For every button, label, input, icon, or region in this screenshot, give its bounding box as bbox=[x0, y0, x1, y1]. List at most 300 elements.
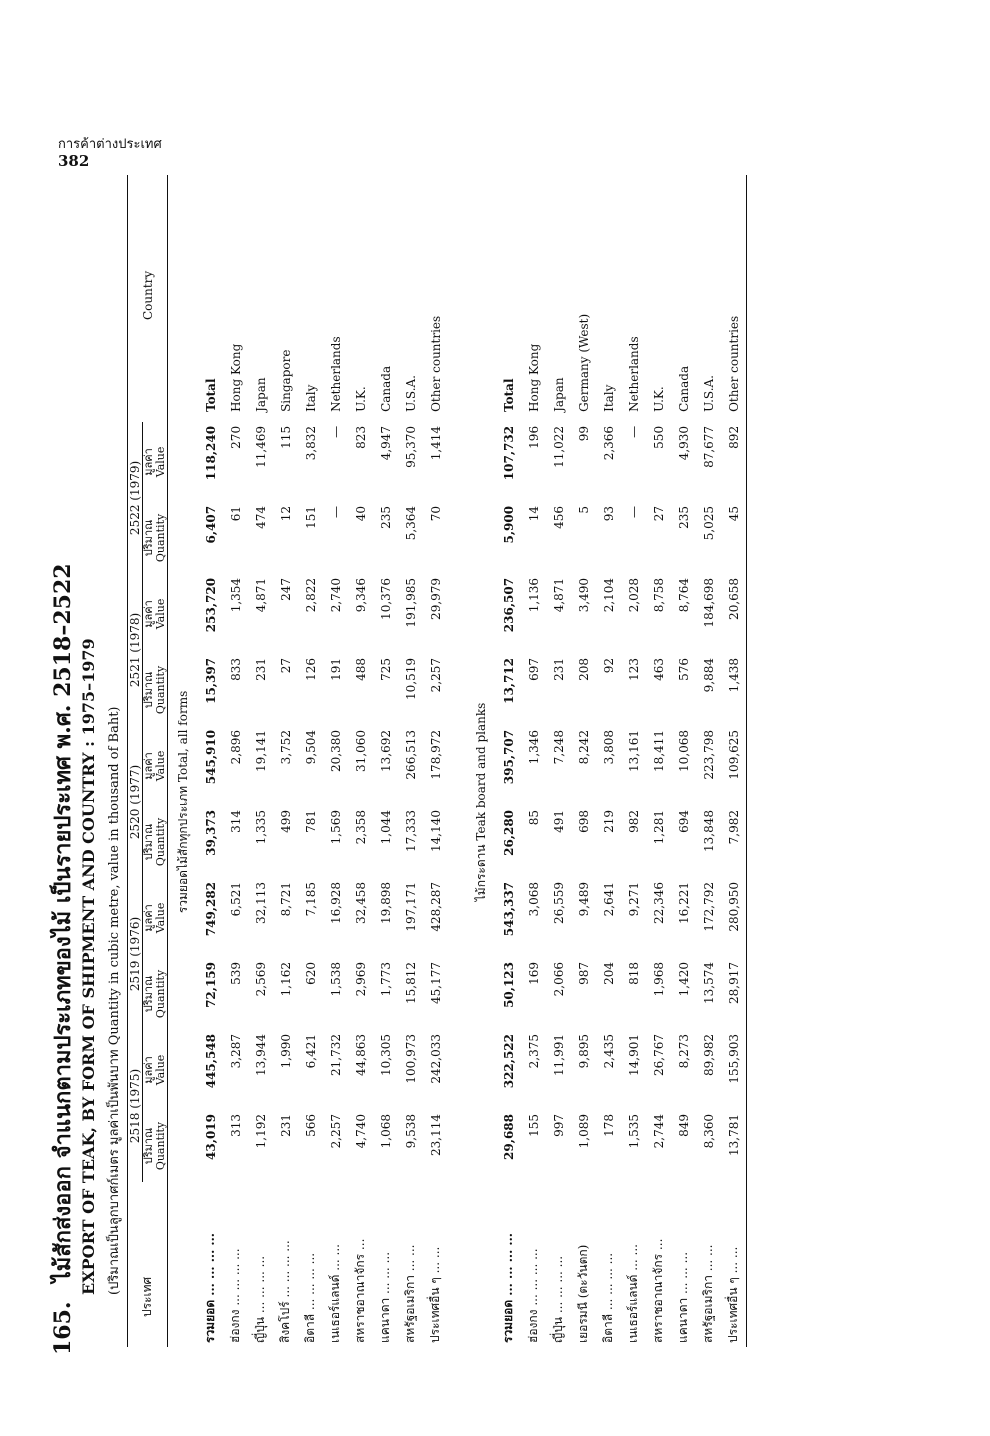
quantity-cell: 620 bbox=[303, 961, 318, 985]
value-cell: 191,985 bbox=[403, 577, 418, 628]
value-header-thai: มูลค่า bbox=[142, 752, 155, 780]
quantity-column-header bbox=[143, 806, 168, 878]
quantity-cell: 5,364 bbox=[403, 505, 418, 541]
blank-cell bbox=[466, 175, 496, 422]
title-thai: ไม้สักส่งออก จำแนกตามประเภทของไม้ เป็นรายประเทศ พ.ศ. 2518–2522 bbox=[50, 563, 76, 1283]
quantity-cell: 72,159 bbox=[203, 961, 218, 1008]
value-cell: 892 bbox=[726, 425, 741, 449]
country-english-header: Country bbox=[128, 175, 168, 422]
value-cell: 89,982 bbox=[701, 1033, 716, 1076]
value-cell: 270 bbox=[228, 425, 243, 449]
value-column-header bbox=[143, 1030, 168, 1110]
value-cell: 3,832 bbox=[303, 425, 318, 461]
value-cell: 7,248 bbox=[551, 729, 566, 765]
value-cell: 18,411 bbox=[651, 729, 666, 772]
country-english-cell: Italy bbox=[303, 384, 318, 412]
value-cell: 11,022 bbox=[551, 425, 566, 468]
value-cell: 242,033 bbox=[428, 1033, 443, 1084]
value-cell: 2,375 bbox=[526, 1033, 541, 1069]
value-header-english: Value bbox=[154, 598, 167, 630]
value-cell: 445,548 bbox=[203, 1033, 218, 1089]
value-cell: 26,559 bbox=[551, 881, 566, 924]
year-header: 2521 (1978) bbox=[128, 574, 143, 726]
quantity-cell: 4,740 bbox=[353, 1114, 368, 1149]
value-header-english: Value bbox=[154, 446, 167, 478]
value-cell: 2,896 bbox=[228, 729, 243, 765]
quantity-cell: 1,089 bbox=[576, 1114, 591, 1149]
country-thai-cell: เนเธอร์แลนด์ ... ... bbox=[626, 1244, 640, 1343]
quantity-cell: 849 bbox=[676, 1114, 691, 1137]
quantity-cell: 2,569 bbox=[253, 961, 268, 997]
country-english-cell: U.K. bbox=[353, 386, 368, 412]
table-row bbox=[348, 175, 373, 1347]
quantity-cell: 1,773 bbox=[378, 961, 393, 997]
value-cell: 2,740 bbox=[328, 577, 343, 613]
rotated-table-page bbox=[45, 175, 905, 1355]
value-cell: 2,822 bbox=[303, 577, 318, 613]
value-cell: 10,376 bbox=[378, 577, 393, 620]
quantity-cell: 697 bbox=[526, 657, 541, 681]
quantity-cell: 92 bbox=[601, 657, 616, 674]
quantity-header-thai: ปริมาณ bbox=[142, 519, 155, 557]
quantity-cell: 235 bbox=[378, 505, 393, 529]
section-heading-row bbox=[168, 175, 199, 1347]
table-row bbox=[721, 175, 747, 1347]
quantity-column-header bbox=[143, 502, 168, 574]
section-spacer bbox=[448, 175, 466, 1347]
table-row bbox=[596, 175, 621, 1347]
quantity-cell: 219 bbox=[601, 809, 616, 833]
quantity-cell: 456 bbox=[551, 505, 566, 529]
value-cell: 823 bbox=[353, 425, 368, 449]
country-thai-cell: รวมยอด ... ... ... ... bbox=[501, 1233, 515, 1343]
value-cell: 9,895 bbox=[576, 1033, 591, 1069]
value-cell: 100,973 bbox=[403, 1033, 418, 1084]
country-english-cell: Germany (West) bbox=[576, 313, 591, 412]
country-thai-cell: อิตาลี ... ... ... ... bbox=[303, 1252, 317, 1343]
quantity-cell: 2,257 bbox=[428, 657, 443, 693]
quantity-cell: 15,397 bbox=[203, 657, 218, 704]
quantity-cell: 13,712 bbox=[501, 657, 516, 704]
value-cell: 13,692 bbox=[378, 729, 393, 772]
value-header-english: Value bbox=[154, 750, 167, 782]
quantity-cell: 2,066 bbox=[551, 961, 566, 997]
country-thai-cell: ประเทศอื่น ๆ ... ... bbox=[428, 1246, 442, 1343]
quantity-cell: 85 bbox=[526, 809, 541, 826]
quantity-header-english: Quantity bbox=[154, 665, 167, 715]
quantity-cell: 566 bbox=[303, 1114, 318, 1137]
quantity-cell: 40 bbox=[353, 505, 368, 522]
country-english-cell: Hong Kong bbox=[228, 343, 243, 412]
quantity-cell: 231 bbox=[278, 1114, 293, 1137]
value-cell: 172,792 bbox=[701, 881, 716, 932]
country-thai-cell: แคนาดา ... ... ... bbox=[378, 1251, 392, 1343]
quantity-cell: 781 bbox=[303, 809, 318, 833]
quantity-header-thai: ปริมาณ bbox=[142, 823, 155, 861]
quantity-cell: 1,068 bbox=[378, 1114, 393, 1149]
country-thai-cell: สหราชอาณาจักร ... bbox=[353, 1238, 367, 1343]
unit-note: (ปริมาณเป็นลูกบาศก์เมตร มูลค่าเป็นพันบาท Quantity in cubic metre, value in thousand of Baht) bbox=[107, 706, 122, 1295]
quantity-cell: 1,569 bbox=[328, 809, 343, 845]
quantity-cell: 155 bbox=[526, 1114, 541, 1137]
value-cell: 118,240 bbox=[203, 425, 218, 481]
value-cell: 9,271 bbox=[626, 881, 641, 917]
year-header-row bbox=[128, 175, 143, 1347]
country-thai-cell: สหรัฐอเมริกา ... ... bbox=[403, 1244, 417, 1343]
country-english-cell: Netherlands bbox=[328, 336, 343, 412]
quantity-cell: 2,744 bbox=[651, 1114, 666, 1149]
table-row bbox=[521, 175, 546, 1347]
spacer-cell bbox=[448, 175, 466, 1347]
quantity-cell: 833 bbox=[228, 657, 243, 681]
section-heading: ไม้กระดาน Teak board and planks bbox=[473, 702, 488, 902]
table-row bbox=[696, 175, 721, 1347]
quantity-cell: 50,123 bbox=[501, 961, 516, 1008]
value-column-header bbox=[143, 878, 168, 958]
value-cell: 11,469 bbox=[253, 425, 268, 468]
year-header: 2518 (1975) bbox=[128, 1030, 143, 1182]
quantity-cell: 5,025 bbox=[701, 505, 716, 541]
quantity-cell: 39,373 bbox=[203, 809, 218, 856]
country-english-cell: Canada bbox=[676, 365, 691, 412]
country-thai-header: ประเทศ bbox=[128, 1182, 168, 1347]
value-cell: 20,380 bbox=[328, 729, 343, 772]
value-cell: 223,798 bbox=[701, 729, 716, 780]
country-english-cell: Japan bbox=[551, 377, 566, 412]
value-cell: 44,863 bbox=[353, 1033, 368, 1076]
quantity-cell: 28,917 bbox=[726, 961, 741, 1004]
value-header-english: Value bbox=[154, 1054, 167, 1086]
country-english-cell: Singapore bbox=[278, 349, 293, 412]
value-cell: 2,104 bbox=[601, 577, 616, 613]
value-cell: 550 bbox=[651, 425, 666, 449]
country-english-cell: U.S.A. bbox=[701, 375, 716, 412]
value-cell: 1,346 bbox=[526, 729, 541, 765]
quantity-cell: 2,257 bbox=[328, 1114, 343, 1149]
value-header-thai: มูลค่า bbox=[142, 1056, 155, 1084]
value-cell: 247 bbox=[278, 577, 293, 601]
quantity-cell: 126 bbox=[303, 657, 318, 681]
value-cell: 395,707 bbox=[501, 729, 516, 785]
value-cell: 31,060 bbox=[353, 729, 368, 772]
table-row bbox=[621, 175, 646, 1347]
table-body bbox=[168, 175, 747, 1347]
value-cell: 197,171 bbox=[403, 881, 418, 932]
quantity-cell: 1,968 bbox=[651, 961, 666, 997]
quantity-cell: 725 bbox=[378, 657, 393, 681]
country-thai-cell: สิงคโปร์ ... ... ... ... bbox=[278, 1240, 292, 1343]
table-row bbox=[398, 175, 423, 1347]
value-cell: 8,273 bbox=[676, 1033, 691, 1069]
country-thai-cell: สหรัฐอเมริกา ... ... bbox=[701, 1244, 715, 1343]
country-english-cell: Total bbox=[501, 378, 516, 412]
value-cell: 4,947 bbox=[378, 425, 393, 461]
value-cell: 543,337 bbox=[501, 881, 516, 937]
table-number: 165. bbox=[50, 1301, 76, 1355]
quantity-cell: 61 bbox=[228, 505, 243, 522]
page-header bbox=[58, 136, 162, 170]
quantity-cell: 13,574 bbox=[701, 961, 716, 1004]
value-cell: 14,901 bbox=[626, 1033, 641, 1076]
quantity-header-english: Quantity bbox=[154, 513, 167, 563]
quantity-cell: 204 bbox=[601, 961, 616, 985]
total-row bbox=[198, 175, 223, 1347]
quantity-cell: 17,333 bbox=[403, 809, 418, 852]
year-header: 2522 (1979) bbox=[128, 422, 143, 574]
country-english-cell: Hong Kong bbox=[526, 343, 541, 412]
quantity-cell: 6,407 bbox=[203, 505, 218, 544]
value-cell: 8,764 bbox=[676, 577, 691, 613]
quantity-cell: 27 bbox=[651, 505, 666, 522]
year-header: 2519 (1976) bbox=[128, 878, 143, 1030]
value-header-english: Value bbox=[154, 902, 167, 934]
quantity-cell: 987 bbox=[576, 961, 591, 985]
quantity-cell: 313 bbox=[228, 1114, 243, 1137]
table-row bbox=[571, 175, 596, 1347]
quantity-cell: 43,019 bbox=[203, 1114, 218, 1160]
quantity-cell: 1,281 bbox=[651, 809, 666, 845]
value-cell: 11,991 bbox=[551, 1033, 566, 1076]
country-thai-cell: ญี่ปุ่น ... ... ... ... bbox=[551, 1255, 565, 1343]
quantity-cell: 1,538 bbox=[328, 961, 343, 997]
quantity-cell: 1,044 bbox=[378, 809, 393, 845]
value-cell: 16,221 bbox=[676, 881, 691, 924]
country-thai-cell: ประเทศอื่น ๆ ... ... bbox=[726, 1246, 740, 1343]
value-cell: 16,928 bbox=[328, 881, 343, 924]
quantity-cell: 982 bbox=[626, 809, 641, 833]
value-cell: 428,287 bbox=[428, 881, 443, 932]
quantity-cell: 2,358 bbox=[353, 809, 368, 845]
value-cell: 13,161 bbox=[626, 729, 641, 772]
country-thai-cell: ญี่ปุ่น ... ... ... ... bbox=[253, 1255, 267, 1343]
value-cell: 3,808 bbox=[601, 729, 616, 765]
country-thai-cell: เยอรมนี (ตะวันตก) bbox=[576, 1244, 590, 1343]
table-row bbox=[373, 175, 398, 1347]
value-column-header bbox=[143, 726, 168, 806]
quantity-cell: 539 bbox=[228, 961, 243, 985]
quantity-cell: 314 bbox=[228, 809, 243, 833]
value-column-header bbox=[143, 574, 168, 654]
value-cell: 26,767 bbox=[651, 1033, 666, 1076]
value-cell: 8,721 bbox=[278, 881, 293, 917]
quantity-cell: 13,781 bbox=[726, 1114, 741, 1156]
value-cell: 13,944 bbox=[253, 1033, 268, 1076]
quantity-cell: 818 bbox=[626, 961, 641, 985]
value-cell: 2,028 bbox=[626, 577, 641, 613]
blank-cell bbox=[168, 1182, 199, 1347]
quantity-cell: 13,848 bbox=[701, 809, 716, 852]
country-english-cell: Italy bbox=[601, 384, 616, 412]
value-cell: 253,720 bbox=[203, 577, 218, 633]
quantity-cell: 5,900 bbox=[501, 505, 516, 544]
section-name: การค้าต่างประเทศ bbox=[58, 137, 162, 152]
country-thai-cell: แคนาดา ... ... ... bbox=[676, 1251, 690, 1343]
quantity-cell: 463 bbox=[651, 657, 666, 681]
value-cell: 22,346 bbox=[651, 881, 666, 924]
quantity-cell: 1,535 bbox=[626, 1114, 641, 1149]
country-thai-cell: อิตาลี ... ... ... ... bbox=[601, 1252, 615, 1343]
quantity-cell: 1,192 bbox=[253, 1114, 268, 1149]
value-cell: 178,972 bbox=[428, 729, 443, 780]
quantity-cell: 1,335 bbox=[253, 809, 268, 845]
quantity-cell: 8,360 bbox=[701, 1114, 716, 1149]
value-cell: 3,068 bbox=[526, 881, 541, 917]
value-cell: 2,641 bbox=[601, 881, 616, 917]
table-row bbox=[323, 175, 348, 1347]
value-cell: 10,068 bbox=[676, 729, 691, 772]
quantity-cell: 491 bbox=[551, 809, 566, 833]
quantity-cell: 231 bbox=[253, 657, 268, 681]
quantity-cell: — bbox=[328, 505, 343, 518]
quantity-header-thai: ปริมาณ bbox=[142, 1127, 155, 1165]
value-column-header bbox=[143, 422, 168, 502]
quantity-header-thai: ปริมาณ bbox=[142, 975, 155, 1013]
value-cell: 3,287 bbox=[228, 1033, 243, 1069]
value-cell: 4,871 bbox=[551, 577, 566, 613]
section-heading: รวมยอดไม้สักทุกประเภท Total, all forms bbox=[175, 690, 190, 914]
quantity-column-header bbox=[143, 958, 168, 1030]
quantity-cell: 123 bbox=[626, 657, 641, 681]
quantity-cell: 1,420 bbox=[676, 961, 691, 997]
country-thai-cell: เนเธอร์แลนด์ ... ... bbox=[328, 1244, 342, 1343]
quantity-cell: 12 bbox=[278, 505, 293, 522]
country-english-cell: Total bbox=[203, 378, 218, 412]
value-cell: 196 bbox=[526, 425, 541, 449]
quantity-cell: 169 bbox=[526, 961, 541, 985]
quantity-cell: 488 bbox=[353, 657, 368, 681]
quantity-cell: 26,280 bbox=[501, 809, 516, 856]
quantity-cell: 231 bbox=[551, 657, 566, 681]
value-cell: 1,990 bbox=[278, 1033, 293, 1069]
quantity-cell: 698 bbox=[576, 809, 591, 833]
quantity-cell: 1,438 bbox=[726, 657, 741, 693]
total-row bbox=[496, 175, 521, 1347]
quantity-cell: 27 bbox=[278, 657, 293, 674]
quantity-column-header bbox=[143, 1110, 168, 1182]
value-cell: 266,513 bbox=[403, 729, 418, 780]
quantity-cell: 23,114 bbox=[428, 1114, 443, 1156]
quantity-cell: 2,969 bbox=[353, 961, 368, 997]
country-thai-cell: สหราชอาณาจักร ... bbox=[651, 1238, 665, 1343]
quantity-cell: 45,177 bbox=[428, 961, 443, 1004]
value-cell: 19,141 bbox=[253, 729, 268, 772]
value-cell: 8,758 bbox=[651, 577, 666, 613]
value-cell: 32,113 bbox=[253, 881, 268, 924]
title-english: EXPORT OF TEAK, BY FORM OF SHIPMENT AND COUNTRY : 1975–1979 bbox=[79, 638, 98, 1295]
table-row bbox=[546, 175, 571, 1347]
value-cell: 19,898 bbox=[378, 881, 393, 924]
table-row bbox=[248, 175, 273, 1347]
value-cell: 184,698 bbox=[701, 577, 716, 628]
country-english-cell: Canada bbox=[378, 365, 393, 412]
country-english-cell: Netherlands bbox=[626, 336, 641, 412]
country-english-cell: Other countries bbox=[726, 315, 741, 412]
quantity-cell: 694 bbox=[676, 809, 691, 833]
country-english-cell: Other countries bbox=[428, 315, 443, 412]
value-cell: 9,504 bbox=[303, 729, 318, 765]
quantity-header-english: Quantity bbox=[154, 1121, 167, 1171]
value-cell: 29,979 bbox=[428, 577, 443, 620]
quantity-cell: 9,884 bbox=[701, 657, 716, 693]
quantity-column-header bbox=[143, 654, 168, 726]
value-cell: 87,677 bbox=[701, 425, 716, 468]
quantity-cell: 474 bbox=[253, 505, 268, 529]
export-table bbox=[127, 175, 747, 1347]
value-cell: 1,414 bbox=[428, 425, 443, 461]
quantity-header-thai: ปริมาณ bbox=[142, 671, 155, 709]
value-cell: 21,732 bbox=[328, 1033, 343, 1076]
value-cell: 322,522 bbox=[501, 1033, 516, 1089]
value-cell: 10,305 bbox=[378, 1033, 393, 1076]
quantity-cell: 151 bbox=[303, 505, 318, 529]
quantity-header-english: Quantity bbox=[154, 969, 167, 1019]
value-cell: 3,752 bbox=[278, 729, 293, 765]
value-cell: 545,910 bbox=[203, 729, 218, 785]
quantity-cell: 576 bbox=[676, 657, 691, 681]
value-cell: 4,871 bbox=[253, 577, 268, 613]
country-thai-cell: ฮ่องกง ... ... ... ... bbox=[526, 1248, 540, 1343]
value-cell: — bbox=[328, 425, 343, 438]
value-cell: 109,625 bbox=[726, 729, 741, 780]
value-cell: 9,346 bbox=[353, 577, 368, 613]
blank-cell bbox=[168, 175, 199, 422]
quantity-cell: 45 bbox=[726, 505, 741, 522]
value-cell: 95,370 bbox=[403, 425, 418, 468]
country-english-cell: U.K. bbox=[651, 386, 666, 412]
value-cell: 32,458 bbox=[353, 881, 368, 924]
value-cell: 2,435 bbox=[601, 1033, 616, 1069]
quantity-cell: 235 bbox=[676, 505, 691, 529]
blank-cell bbox=[466, 1182, 496, 1347]
quantity-cell: 1,162 bbox=[278, 961, 293, 997]
value-cell: 236,507 bbox=[501, 577, 516, 633]
table-row bbox=[423, 175, 448, 1347]
value-cell: — bbox=[626, 425, 641, 438]
quantity-cell: 5 bbox=[576, 505, 591, 514]
quantity-cell: 14,140 bbox=[428, 809, 443, 852]
value-cell: 99 bbox=[576, 425, 591, 442]
value-cell: 3,490 bbox=[576, 577, 591, 613]
value-cell: 107,732 bbox=[501, 425, 516, 481]
quantity-cell: — bbox=[626, 505, 641, 518]
quantity-cell: 178 bbox=[601, 1114, 616, 1137]
value-cell: 6,521 bbox=[228, 881, 243, 917]
value-cell: 8,242 bbox=[576, 729, 591, 765]
country-thai-cell: รวมยอด ... ... ... ... bbox=[203, 1233, 217, 1343]
value-cell: 7,185 bbox=[303, 881, 318, 917]
quantity-cell: 15,812 bbox=[403, 961, 418, 1004]
table-row bbox=[273, 175, 298, 1347]
value-cell: 1,354 bbox=[228, 577, 243, 613]
country-english-cell: U.S.A. bbox=[403, 375, 418, 412]
page-number: 382 bbox=[58, 152, 90, 170]
table-row bbox=[646, 175, 671, 1347]
value-cell: 9,489 bbox=[576, 881, 591, 917]
value-header-thai: มูลค่า bbox=[142, 600, 155, 628]
value-cell: 1,136 bbox=[526, 577, 541, 613]
value-header-thai: มูลค่า bbox=[142, 448, 155, 476]
quantity-cell: 7,982 bbox=[726, 809, 741, 845]
quantity-cell: 93 bbox=[601, 505, 616, 522]
quantity-cell: 70 bbox=[428, 505, 443, 522]
value-cell: 115 bbox=[278, 425, 293, 449]
quantity-cell: 9,538 bbox=[403, 1114, 418, 1149]
value-cell: 20,658 bbox=[726, 577, 741, 620]
quantity-header-english: Quantity bbox=[154, 817, 167, 867]
value-cell: 4,930 bbox=[676, 425, 691, 461]
value-cell: 749,282 bbox=[203, 881, 218, 937]
quantity-cell: 997 bbox=[551, 1114, 566, 1137]
